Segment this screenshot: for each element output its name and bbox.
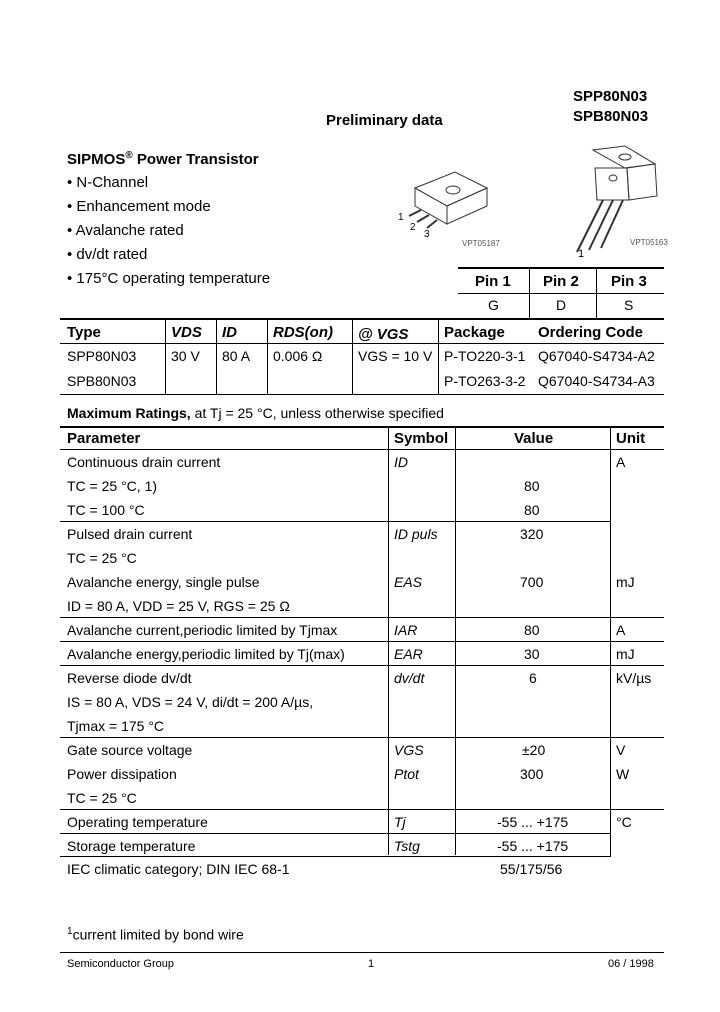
title-pre: SIPMOS xyxy=(67,151,126,168)
unit-cell: W xyxy=(616,766,630,782)
symbol-cell: ID xyxy=(394,454,408,470)
param-cell: Operating temperature xyxy=(67,814,208,830)
value-cell: 80 xyxy=(524,478,540,494)
col-type: Type xyxy=(67,324,101,341)
value-cell: 80 xyxy=(524,502,540,518)
col-ordering: Ordering Code xyxy=(538,324,644,341)
pin-header: Pin 2 xyxy=(543,273,579,290)
symbol-cell: EAS xyxy=(394,574,423,590)
value-cell: ±20 xyxy=(522,742,546,758)
unit-cell: kV/µs xyxy=(616,670,652,686)
preliminary-label: Preliminary data xyxy=(326,112,443,129)
ratings-header: Value xyxy=(514,430,554,447)
param-cell: Avalanche energy, single pulse xyxy=(67,574,260,590)
param-cell: IS = 80 A, VDS = 24 V, di/dt = 200 A/µs, xyxy=(67,694,314,710)
col-package: Package xyxy=(444,324,505,341)
footnote-mark: 1 xyxy=(67,926,73,937)
param-cell: Tjmax = 175 °C xyxy=(67,718,165,734)
rds-cell: 0.006 Ω xyxy=(273,348,323,364)
type-table-header-rule xyxy=(60,343,664,344)
type-cell: SPB80N03 xyxy=(67,373,137,389)
feature-item: • Enhancement mode xyxy=(67,198,211,215)
symbol-cell: IAR xyxy=(394,622,418,638)
package-cell: P-TO220-3-1 xyxy=(444,348,526,364)
param-cell: TC = 25 °C, 1) xyxy=(67,478,158,494)
feature-item: • Avalanche rated xyxy=(67,222,184,239)
param-cell: Power dissipation xyxy=(67,766,177,782)
col-vds: VDS xyxy=(171,324,202,341)
feature-item: • dv/dt rated xyxy=(67,246,148,263)
package-drawing-d2pak xyxy=(395,160,505,250)
page-number: 1 xyxy=(368,958,375,970)
pin-value: D xyxy=(556,297,567,313)
type-table-bottom xyxy=(60,394,664,395)
symbol-cell: Ptot xyxy=(394,766,419,782)
feature-item: • 175°C operating temperature xyxy=(67,270,271,287)
unit-cell: A xyxy=(616,622,626,638)
unit-cell: V xyxy=(616,742,626,758)
symbol-cell: Tj xyxy=(394,814,406,830)
feature-item: • N-Channel xyxy=(67,174,149,191)
ratings-header: Symbol xyxy=(394,430,449,447)
part-number-1: SPP80N03 xyxy=(573,88,648,105)
value-cell: 6 xyxy=(529,670,537,686)
param-cell: Gate source voltage xyxy=(67,742,193,758)
registered-mark: ® xyxy=(125,150,133,161)
param-cell: Pulsed drain current xyxy=(67,526,193,542)
unit-cell: mJ xyxy=(616,574,635,590)
footer-rule xyxy=(60,952,664,953)
symbol-cell: EAR xyxy=(394,646,423,662)
param-cell: TC = 25 °C xyxy=(67,790,137,806)
value-cell: -55 ... +175 xyxy=(497,814,569,830)
col-id: ID xyxy=(222,324,237,341)
param-cell: Avalanche current,periodic limited by Tjmax xyxy=(67,622,338,638)
id-cell: 80 A xyxy=(222,348,251,364)
unit-cell: A xyxy=(616,454,626,470)
footnote xyxy=(67,926,244,943)
package-cell: P-TO263-3-2 xyxy=(444,373,526,389)
param-cell: Storage temperature xyxy=(67,838,196,854)
pin-number: 1 xyxy=(398,212,404,223)
pin-value: S xyxy=(624,297,634,313)
col-rds: RDS(on) xyxy=(273,324,333,341)
value-cell: -55 ... +175 xyxy=(497,838,569,854)
part-number-2: SPB80N03 xyxy=(573,108,649,125)
param-cell: Reverse diode dv/dt xyxy=(67,670,192,686)
package-code-right: VPT05163 xyxy=(630,238,668,247)
symbol-cell: Tstg xyxy=(394,838,420,854)
pin-number: 1 xyxy=(578,248,585,260)
pin-header: Pin 1 xyxy=(475,273,511,290)
ratings-header: Parameter xyxy=(67,430,141,447)
vds-cell: 30 V xyxy=(171,348,200,364)
ordering-cell: Q67040-S4734-A3 xyxy=(538,373,655,389)
vgs-cell: VGS = 10 V xyxy=(358,348,433,364)
symbol-cell: VGS xyxy=(394,742,424,758)
symbol-cell: ID puls xyxy=(394,526,438,542)
ratings-header: Unit xyxy=(616,430,646,447)
value-cell: 55/175/56 xyxy=(500,861,563,877)
type-table-top xyxy=(60,318,664,320)
unit-cell: °C xyxy=(616,814,632,830)
value-cell: 80 xyxy=(524,622,540,638)
param-cell: TC = 100 °C xyxy=(67,502,145,518)
type-cell: SPP80N03 xyxy=(67,348,137,364)
footer-date: 06 / 1998 xyxy=(608,958,654,970)
ordering-cell: Q67040-S4734-A2 xyxy=(538,348,655,364)
pin-value: G xyxy=(488,297,499,313)
value-cell: 700 xyxy=(520,574,544,590)
param-cell: TC = 25 °C xyxy=(67,550,137,566)
ratings-title: Maximum Ratings, at Tj = 25 °C, unless otherwise specified xyxy=(67,405,444,421)
symbol-cell: dv/dt xyxy=(394,670,425,686)
value-cell: 30 xyxy=(524,646,540,662)
footer-left: Semiconductor Group xyxy=(67,958,174,970)
pin-number: 2 xyxy=(410,222,416,233)
param-cell: ID = 80 A, VDD = 25 V, RGS = 25 Ω xyxy=(67,598,290,614)
title-post: Power Transistor xyxy=(132,151,259,168)
unit-cell: mJ xyxy=(616,646,635,662)
package-code-left: VPT05187 xyxy=(462,239,500,248)
param-cell: Continuous drain current xyxy=(67,454,221,470)
footnote-text: current limited by bond wire xyxy=(72,926,244,943)
param-cell: Avalanche energy,periodic limited by Tj(max) xyxy=(67,646,345,662)
value-cell: 300 xyxy=(520,766,544,782)
col-at-vgs: @ VGS xyxy=(358,326,409,343)
pin-header: Pin 3 xyxy=(611,273,647,290)
value-cell: 320 xyxy=(520,526,544,542)
param-cell: IEC climatic category; DIN IEC 68-1 xyxy=(67,861,290,877)
pin-number: 3 xyxy=(424,229,430,240)
product-title xyxy=(67,150,259,168)
